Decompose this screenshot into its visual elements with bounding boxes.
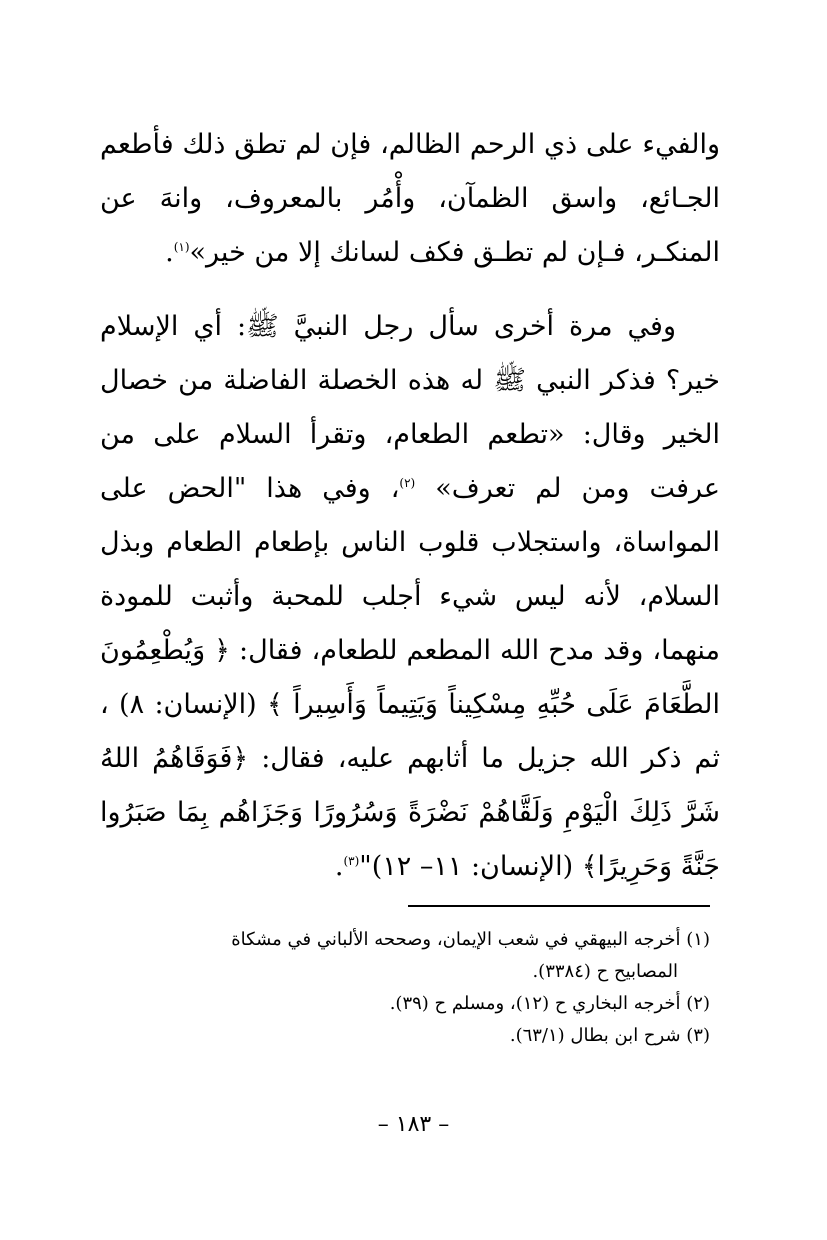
footnote-ref-1[interactable]: (١) <box>173 240 190 254</box>
paragraph-2-end: . <box>334 851 344 882</box>
footnote-ref-3[interactable]: (٣) <box>343 854 360 868</box>
paragraph-2 <box>100 300 720 894</box>
page-number: – ١٨٣ – <box>377 1112 450 1137</box>
paragraph-2-text-c: (الإنسان: ٨) ، ثم ذكر الله جزيل ما أثابهم عليه، فقال: <box>100 689 720 774</box>
paragraph-2-text-a: وفي مرة أخرى سأل رجل النبيَّ ﷺ: أي الإسلام خير؟ فذكر النبي ﷺ له هذه الخصلة الفاضلة من خصال الخير وقال: «تطعم الطعام، وتقرأ السلام على من عرفت ومن لم تعرف» <box>100 311 720 504</box>
footnote-1-continuation <box>110 956 710 988</box>
footnote-2 <box>110 988 710 1020</box>
paragraph-1-end: . <box>165 237 174 268</box>
footnotes <box>110 924 710 1052</box>
quran-verse-1: ﴿ وَيُطْعِمُونَ الطَّعَامَ عَلَى حُبِّهِ مِسْكِيناً وَيَتِيماً وَأَسِيراً ﴾ <box>100 635 720 720</box>
footnote-2-line-1: (٢) أخرجه البخاري ح (١٢)، ومسلم ح (٣٩). <box>389 993 710 1014</box>
paragraph-2-text-b: ، وفي هذا "الحض على المواساة، واستجلاب قلوب الناس بإطعام الطعام وبذل السلام، لأنه ليس شيء أجلب للمحبة وأثبت للمودة منهما، وقد مدح الله المطعم للطعام، فقال: <box>100 473 721 666</box>
footnote-1 <box>110 924 710 956</box>
main-text <box>100 118 720 894</box>
footnote-3 <box>110 1020 710 1052</box>
paragraph-1 <box>100 118 720 280</box>
footnote-divider <box>408 905 710 907</box>
paragraph-1-text: والفيء على ذي الرحم الظالم، فإن لم تطق ذلك فأطعم الجـائع، واسق الظمآن، وأْمُر بالمعروف، وانهَ عن المنكـر، فـإن لم تطـق فكف لسانك إلا من خير» <box>100 129 720 268</box>
footnote-1-line-1: (١) أخرجه البيهقي في شعب الإيمان، وصححه الألباني في مشكاة <box>231 929 710 950</box>
paragraph-2-text-d: (الإنسان: ١١– ١٢)" <box>359 851 574 882</box>
footnote-ref-2[interactable]: (٢) <box>399 476 416 490</box>
footnote-1-line-2: المصابيح ح (٣٣٨٤). <box>532 961 678 982</box>
quran-verse-2: ﴿فَوَقَاهُمُ اللهُ شَرَّ ذَلِكَ الْيَوْمِ وَلَقَّاهُمْ نَضْرَةً وَسُرُورًا وَجَزَاهُم بِمَا صَبَرُوا جَنَّةً وَحَرِيرًا﴾ <box>100 743 720 882</box>
footnote-3-line-1: (٣) شرح ابن بطال (٦٣/١). <box>509 1025 710 1046</box>
